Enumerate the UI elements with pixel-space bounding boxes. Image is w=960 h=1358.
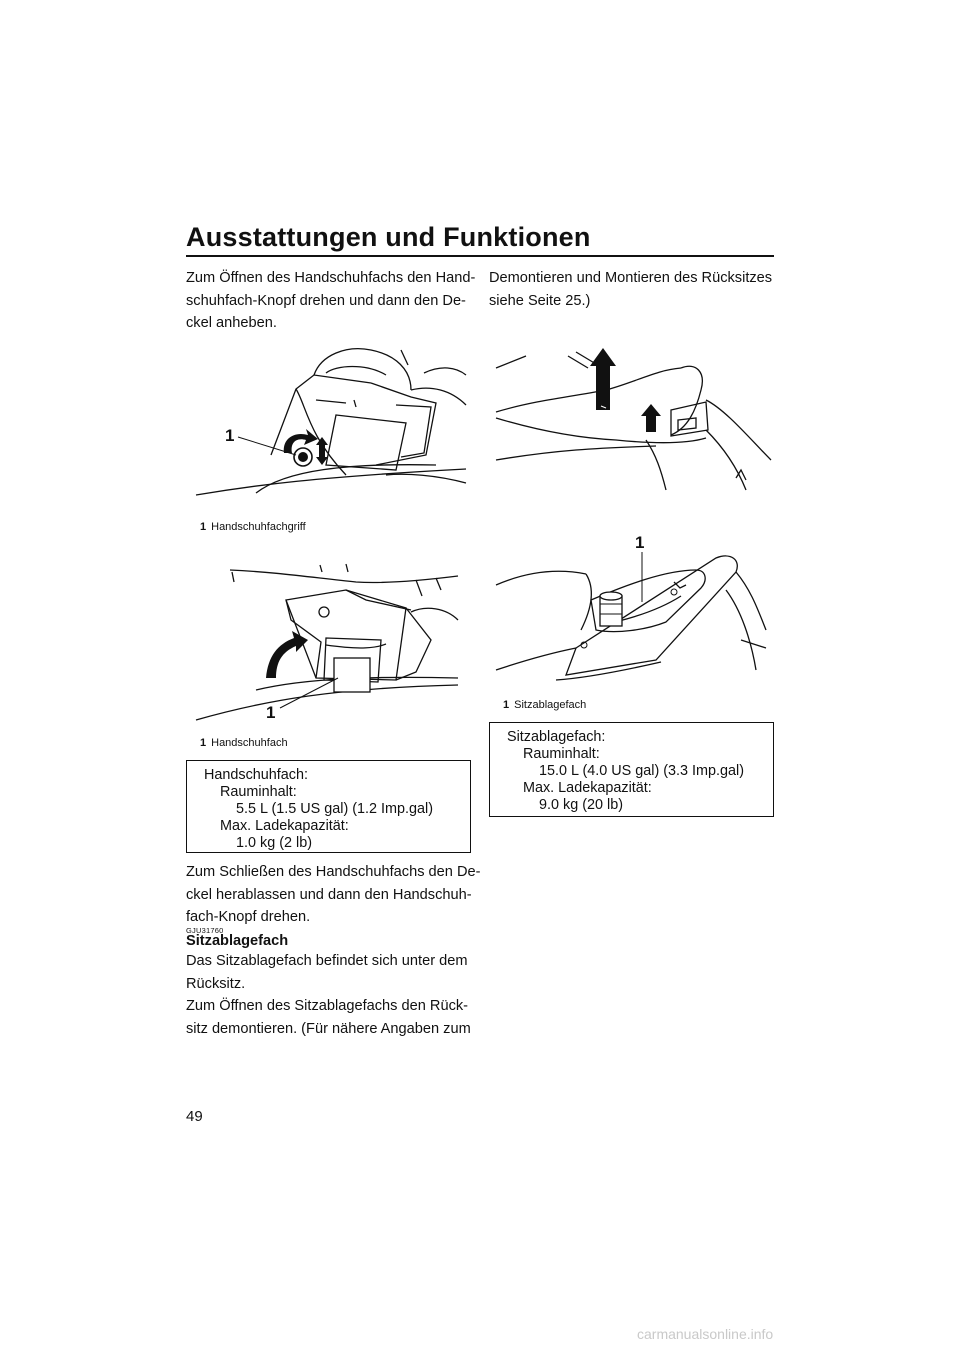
seat-storage-spec-box: [489, 722, 774, 817]
caption-number: 1: [200, 521, 207, 533]
section-heading: Sitzablagefach: [186, 933, 289, 949]
figure4-callout: 1: [635, 533, 645, 552]
spec-label: Max. Ladekapazität:: [523, 780, 652, 796]
caption-number: 1: [200, 737, 207, 749]
text-line: siehe Seite 25.): [489, 292, 591, 309]
right-intro-paragraph: [489, 267, 772, 312]
text-line: fach-Knopf drehen.: [186, 909, 311, 925]
seat-storage-illustration: [496, 530, 771, 695]
caption-text: Handschuhfach: [211, 737, 288, 749]
spec-label: Rauminhalt:: [220, 784, 297, 800]
page-title: Ausstattungen und Funktionen: [186, 222, 591, 252]
rear-seat-removal-illustration: [496, 340, 771, 490]
text-line: Das Sitzablagefach befindet sich unter dem: [186, 953, 468, 969]
section-code: GJU31760: [186, 926, 224, 935]
spec-value: 9.0 kg (20 lb): [539, 797, 623, 813]
title-rule: [186, 255, 774, 257]
spec-label: Rauminhalt:: [523, 746, 600, 762]
caption-number: 1: [503, 699, 510, 711]
text-line: Zum Öffnen des Sitzablagefachs den Rück-: [186, 998, 469, 1014]
left-intro-paragraph: [186, 267, 475, 335]
left-closing-paragraph: [186, 861, 480, 929]
figure4-caption: [503, 698, 586, 712]
spec-title: Handschuhfach:: [204, 767, 309, 783]
section-paragraph: [186, 950, 471, 1040]
spec-label: Max. Ladekapazität:: [220, 818, 349, 834]
figure1-callout: 1: [225, 426, 235, 445]
figure2-caption: [200, 736, 288, 750]
glove-box-illustration: [196, 560, 466, 725]
text-line: schuhfach-Knopf drehen und dann den De-: [186, 292, 466, 309]
spec-title: Sitzablagefach:: [507, 729, 606, 745]
spec-value: 15.0 L (4.0 US gal) (3.3 Imp.gal): [539, 763, 745, 779]
glove-box-spec-box: [186, 760, 471, 853]
glove-box-knob-illustration: [196, 345, 466, 510]
spec-value: 1.0 kg (2 lb): [236, 835, 312, 851]
figure1-caption: [200, 520, 306, 534]
text-line: sitz demontieren. (Für nähere Angaben zum: [186, 1020, 471, 1037]
text-line: ckel anheben.: [186, 315, 277, 331]
text-line: Demontieren und Montieren des Rücksitzes: [489, 270, 773, 286]
page-number: 49: [186, 1108, 203, 1125]
text-line: Zum Öffnen des Handschuhfachs den Hand-: [186, 270, 476, 286]
figure2-callout: 1: [266, 703, 276, 722]
watermark: carmanualsonline.info: [637, 1326, 774, 1342]
text-line: ckel herablassen und dann den Handschuh-: [186, 886, 472, 903]
text-line: Rücksitz.: [186, 975, 246, 992]
spec-value: 5.5 L (1.5 US gal) (1.2 Imp.gal): [236, 801, 434, 817]
caption-text: Handschuhfachgriff: [211, 521, 306, 533]
text-line: Zum Schließen des Handschuhfachs den De-: [186, 864, 481, 880]
caption-text: Sitzablagefach: [514, 699, 587, 711]
